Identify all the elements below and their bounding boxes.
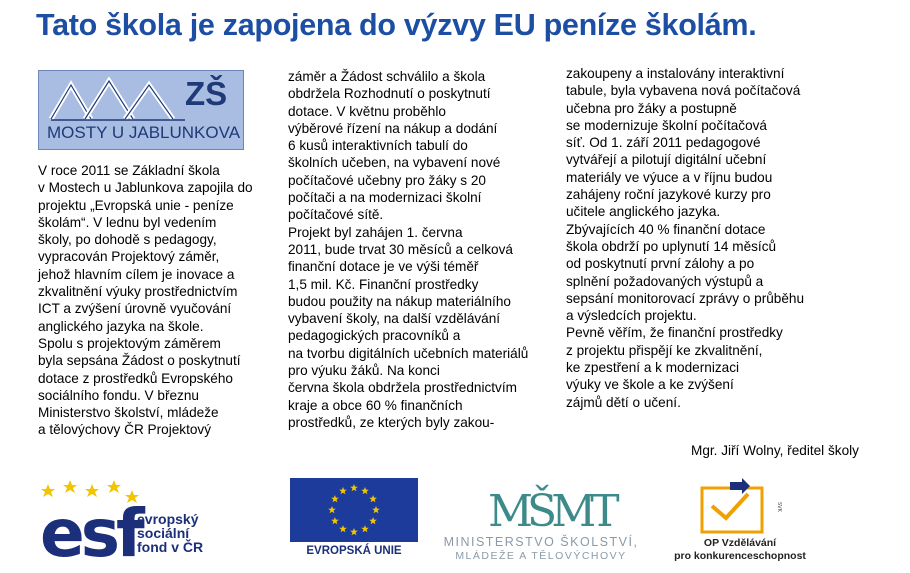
text-line: zájmů dětí o učení. xyxy=(566,394,681,410)
esf-line-3: fond v ČR xyxy=(137,539,204,555)
text-line: tabule, byla vybavena nová počítačová xyxy=(566,83,801,99)
op-line-2: pro konkurenceschopnost xyxy=(674,550,806,562)
text-line: 2011, bude trvat 30 měsíců a celková xyxy=(288,241,513,257)
text-line: v Mostech u Jablunkova zapojila do xyxy=(38,180,253,196)
text-line: Pevně věřím, že finanční prostředky xyxy=(566,325,783,341)
text-line: kraje a obce 60 % finančních xyxy=(288,397,463,413)
text-line: budou použity na nákup materiálního xyxy=(288,293,511,309)
text-line: učebna pro žáky a postupně xyxy=(566,100,737,116)
op-vertical-text: SVK xyxy=(776,502,782,512)
text-line: Projekt byl zahájen 1. června xyxy=(288,224,463,240)
eu-label: EVROPSKÁ UNIE xyxy=(306,545,402,557)
esf-line-1: evropský xyxy=(137,511,199,527)
text-line: zkvalitnění výuky prostřednictvím xyxy=(38,284,238,300)
text-line: ke zpestření a k modernizaci xyxy=(566,360,740,376)
text-line: anglického jazyka na škole. xyxy=(38,318,204,334)
text-line: V roce 2011 se Základní škola xyxy=(38,163,220,178)
text-line: z projektu přispějí ke zkvalitnění, xyxy=(566,342,763,358)
op-logo xyxy=(690,478,786,538)
school-logo xyxy=(38,70,244,150)
text-line: vypracován Projektový záměr, xyxy=(38,249,220,265)
text-line: 1,5 mil. Kč. Finanční prostředky xyxy=(288,276,479,292)
text-line: záměr a Žádost schválilo a škola xyxy=(288,69,486,84)
text-line: byla sepsána Žádost o poskytnutí xyxy=(38,353,241,369)
text-line: Spolu s projektovým záměrem xyxy=(38,335,221,351)
msmt-line-2: MLÁDEŽE A TĚLOVÝCHOVY xyxy=(455,550,627,562)
text-line: obdržela Rozhodnutí o poskytnutí xyxy=(288,86,491,102)
msmt-line-1: MINISTERSTVO ŠKOLSTVÍ, xyxy=(443,535,639,549)
text-line: sociálního fondu. V březnu xyxy=(38,387,199,403)
text-line: učitele anglického jazyka. xyxy=(566,204,721,220)
text-column-3 xyxy=(566,65,804,411)
text-line: projektu „Evropská unie - peníze xyxy=(38,197,234,213)
text-line: školy, po dohodě s pedagogy, xyxy=(38,232,217,248)
text-line: školních učeben, na vybavení nové xyxy=(288,155,501,171)
text-line: školám“. V lednu byl vedením xyxy=(38,214,217,230)
text-line: vybavení školy, na další vzdělávání xyxy=(288,311,501,327)
text-line: jehož hlavním cílem je inovace a xyxy=(38,266,235,282)
text-line: pedagogických pracovníků a xyxy=(288,328,461,344)
school-logo-name: MOSTY U JABLUNKOVA xyxy=(47,123,241,142)
text-line: počítačové sítě. xyxy=(288,207,384,223)
text-line: počítači a na modernizaci školní xyxy=(288,190,482,206)
msmt-letters: MŠMT xyxy=(488,486,614,537)
school-logo-abbr: ZŠ xyxy=(185,75,228,112)
text-line: Zbývajících 40 % finanční dotace xyxy=(566,221,766,237)
text-line: vytvářejí a pilotují digitální učební xyxy=(566,152,767,168)
text-line: síť. Od 1. září 2011 pedagogové xyxy=(566,135,761,151)
signature: Mgr. Jiří Wolny, ředitel školy xyxy=(691,443,859,458)
text-line: sepsání monitorovací zprávy o průběhu xyxy=(566,290,805,306)
esf-text xyxy=(137,512,203,554)
text-line: výběrové řízení na nákup a dodání xyxy=(288,120,498,136)
text-line: finanční dotace je ve výši téměř xyxy=(288,259,479,275)
text-line: a výsledcích projektu. xyxy=(566,308,697,324)
esf-line-2: sociální xyxy=(137,525,190,541)
text-line: splnění požadovaných výstupů a xyxy=(566,273,764,289)
checkmark-icon xyxy=(712,494,748,518)
mountains-icon xyxy=(49,77,189,123)
text-line: škola obdrží po uplynutí 14 měsíců xyxy=(566,238,777,254)
text-line: 6 kusů interaktivních tabulí do xyxy=(288,138,468,154)
text-line: výuky ve škole a ke zvýšení xyxy=(566,377,734,393)
text-line: počítačové učebny pro žáky s 20 xyxy=(288,172,486,188)
text-line: zakoupeny a instalovány interaktivní xyxy=(566,66,785,81)
text-line: od poskytnutí první zálohy a po xyxy=(566,256,755,272)
text-line: ICT a zvýšení úrovně vyučování xyxy=(38,301,232,317)
text-column-1 xyxy=(38,162,253,439)
page-title: Tato škola je zapojena do výzvy EU peníze školám. xyxy=(36,8,757,42)
text-line: dotace z prostředků Evropského xyxy=(38,370,233,386)
arrow-icon xyxy=(730,478,750,494)
op-line-1: OP Vzdělávání xyxy=(703,537,777,549)
esf-letters: esf xyxy=(40,495,141,562)
text-line: prostředků, ze kterých byly zakou- xyxy=(288,414,495,430)
text-line: zahájeny roční jazykové kurzy pro xyxy=(566,187,771,203)
text-line: a tělovýchovy ČR Projektový xyxy=(38,422,212,438)
text-line: na tvorbu digitálních učebních materiálů xyxy=(288,345,529,361)
text-line: června škola obdržela prostřednictvím xyxy=(288,380,517,396)
text-line: Ministerstvo školství, mládeže xyxy=(38,405,219,421)
text-line: pro výuku žáků. Na konci xyxy=(288,363,440,379)
text-column-2 xyxy=(288,68,528,431)
text-line: se modernizuje školní počítačová xyxy=(566,117,767,133)
text-line: dotace. V květnu proběhlo xyxy=(288,103,446,119)
text-line: materiály ve výuce a v říjnu budou xyxy=(566,169,773,185)
